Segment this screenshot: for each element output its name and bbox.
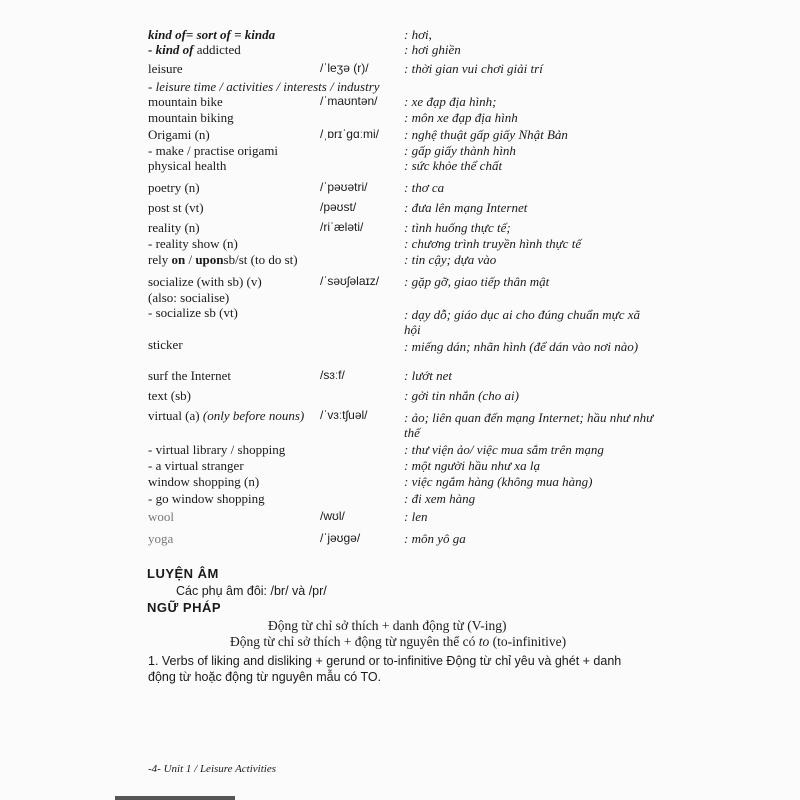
grammar-line-2: Động từ chỉ sở thích + động từ nguyên thể có to (to-infinitive) [230,634,567,649]
vocab-meaning: : tin cậy; dựa vào [404,252,497,267]
vocab-ipa: /ˈjəʊɡə/ [320,531,361,545]
vocab-ipa: /pəʊst/ [320,200,357,214]
vocab-meaning: : thư viện ảo/ việc mua sắm trên mạng [404,442,604,457]
vocab-term: socialize (with sb) (v) [148,274,262,289]
page-edge-shadow [115,796,235,800]
vocab-term: - leisure time / activities / interests / industry [148,79,380,94]
vocab-meaning: : sức khỏe thể chất [404,158,503,173]
vocab-ipa: /wʊl/ [320,509,345,523]
vocab-ipa: /ˈsəʊʃəlaɪz/ [320,274,380,288]
vocab-meaning: : tình huống thực tế; [404,220,511,235]
vocab-meaning: : gởi tin nhắn (cho ai) [404,388,519,403]
vocab-term: sticker [148,337,183,352]
vocab-ipa: /ˈleʒə (r)/ [320,61,369,75]
vocab-term: mountain biking [148,110,234,125]
vocab-term: surf the Internet [148,368,232,383]
vocab-term: - go window shopping [148,491,265,506]
vocab-term: poetry (n) [148,180,200,195]
vocab-meaning: : một người hầu như xa lạ [404,458,540,473]
vocab-term: yoga [148,531,174,546]
vocab-meaning: : thời gian vui chơi giải trí [404,61,543,76]
vocab-meaning: : len [404,509,428,524]
page-footer: -4- Unit 1 / Leisure Activities [148,763,277,775]
vocab-ipa: /sɜːf/ [320,368,345,382]
vocab-meaning: : đưa lên mạng Internet [404,200,528,215]
vocab-term: - reality show (n) [148,236,238,251]
vocab-meaning: : nghệ thuật gấp giấy Nhật Bản [404,127,568,142]
vocab-meaning: : chương trình truyền hình thực tế [404,236,582,251]
vocab-meaning: : hơi, [404,27,432,42]
vocab-meaning: : gấp giấy thành hình [404,143,516,158]
vocab-meaning: : môn xe đạp địa hình [404,110,518,125]
vocab-ipa: /ˈmaʊntən/ [320,94,378,108]
grammar-item-1: 1. Verbs of liking and disliking + gerund or to-infinitive Động từ chỉ yêu và ghét + danh [148,654,622,668]
vocab-ipa: /ˈpəʊətri/ [320,180,368,194]
vocab-term: - kind of addicted [148,42,241,57]
vocab-term: post st (vt) [148,200,204,215]
vocab-term: reality (n) [148,220,200,235]
vocab-term: - virtual library / shopping [148,442,286,457]
vocab-meaning: : xe đạp địa hình; [404,94,497,109]
vocab-meaning: : miếng dán; nhãn hình (để dán vào nơi nào) [404,339,639,354]
vocab-meaning: : lướt net [404,368,452,383]
vocab-term: mountain bike [148,94,223,109]
vocab-term: - make / practise origami [148,143,278,158]
vocab-term: kind of= sort of = kinda [148,27,276,42]
vocab-term: (also: socialise) [148,290,230,305]
vocab-term: wool [148,509,174,524]
vocab-term: text (sb) [148,388,191,403]
vocab-term: Origami (n) [148,127,210,142]
vocab-term: window shopping (n) [148,474,260,489]
vocab-term: physical health [148,158,227,173]
pronunciation-text: Các phụ âm đôi: /br/ và /pr/ [176,584,327,598]
vocab-term: - socialize sb (vt) [148,305,238,320]
vocab-meaning: : môn yô ga [404,531,466,546]
pronunciation-heading: LUYỆN ÂM [147,566,219,581]
vocab-term: - a virtual stranger [148,458,244,473]
grammar-line-1: Động từ chỉ sở thích + danh động từ (V-ing) [268,618,507,633]
vocab-ipa: /ˈvɜːtʃuəl/ [320,408,368,422]
vocab-meaning: : thơ ca [404,180,445,195]
vocab-term: virtual (a) (only before nouns) [148,408,305,423]
vocab-term: leisure [148,61,183,76]
vocab-meaning: : dạy dỗ; giáo dục ai cho đúng chuẩn mực xã hội [404,307,640,337]
vocab-meaning: : gặp gỡ, giao tiếp thân mật [404,274,550,289]
vocab-ipa: /ˌɒrɪˈɡɑːmi/ [320,127,379,141]
vocab-meaning: : việc ngắm hàng (không mua hàng) [404,474,593,489]
vocab-meaning: : ảo; liên quan đến mạng Internet; hầu như như thế [404,410,654,440]
grammar-heading: NGỮ PHÁP [147,600,222,615]
grammar-item-1-cont: động từ hoặc động từ nguyên mẫu có TO. [148,670,382,684]
vocab-meaning: : đi xem hàng [404,491,476,506]
vocab-ipa: /riˈæləti/ [320,220,364,234]
vocab-term: rely on / uponsb/st (to do st) [148,252,298,267]
vocab-meaning: : hơi ghiền [404,42,461,57]
